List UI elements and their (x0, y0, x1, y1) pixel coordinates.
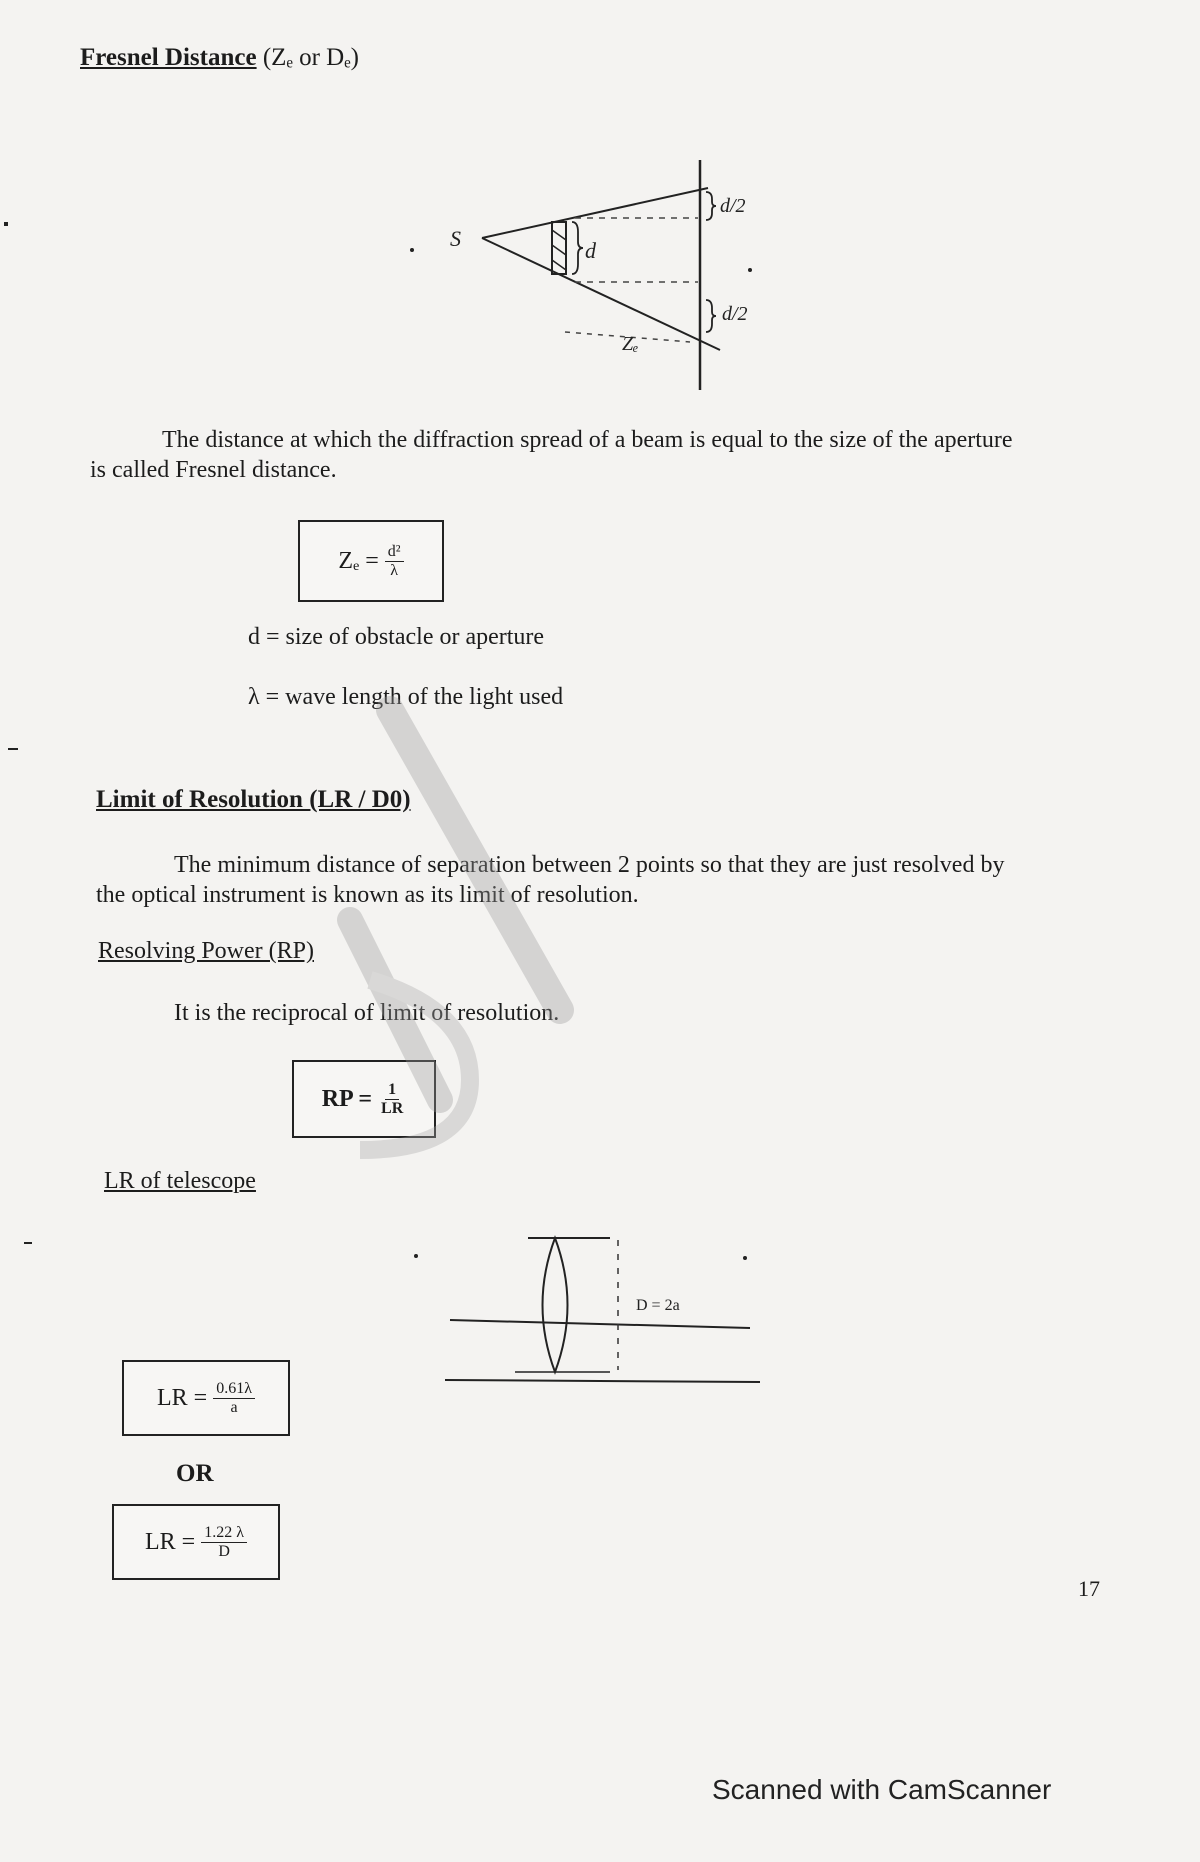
source-label: S (450, 226, 461, 251)
rp-formula-box (292, 1060, 436, 1138)
definition-d: d = size of obstacle or aperture (248, 624, 545, 650)
fresnel-diagram (390, 150, 790, 400)
or-separator: OR (176, 1460, 214, 1487)
telescope-diagram (400, 1220, 770, 1400)
lr-definition-line2: the optical instrument is known as its limit of resolution. (96, 882, 639, 908)
fresnel-heading-symbol: (Zₑ or Dₑ) (262, 44, 359, 71)
top-brace (706, 192, 716, 220)
lr-formula-box-1 (122, 1360, 290, 1436)
zf-label: Zₑ (622, 333, 639, 355)
stray-dot (414, 1254, 418, 1258)
definition-lambda: λ = wave length of the light used (248, 684, 564, 710)
lower-ray (482, 238, 720, 350)
margin-speck (4, 222, 8, 226)
margin-speck (24, 1242, 32, 1244)
lens-shape (543, 1238, 568, 1372)
fresnel-heading (80, 44, 359, 72)
margin-speck (8, 748, 18, 750)
lr-definition-line1: The minimum distance of separation between 2 points so that they are just resolved by (174, 852, 1005, 878)
lr-formula-1-denominator: a (230, 1398, 238, 1416)
fresnel-definition-line1: The distance at which the diffraction spread of a beam is equal to the size of the aperture (162, 427, 1013, 453)
lr-formula-1-fraction (213, 1380, 255, 1417)
bottom-brace (706, 300, 716, 332)
scanner-footer: Scanned with CamScanner (712, 1774, 1052, 1805)
upper-ray (482, 188, 708, 238)
fresnel-formula-fraction (385, 543, 404, 580)
source-dot (410, 248, 414, 252)
rp-formula-lhs: RP = (321, 1085, 373, 1112)
fresnel-heading-title: Fresnel Distance (80, 44, 257, 71)
rp-formula-numerator: 1 (385, 1081, 399, 1100)
page-number: 17 (1078, 1576, 1100, 1601)
aperture-slit (552, 222, 566, 274)
lr-telescope-heading: LR of telescope (104, 1168, 256, 1194)
bottom-half-label: d/2 (722, 303, 748, 325)
lr-formula-2-denominator: D (218, 1542, 230, 1560)
rp-formula-fraction (378, 1081, 406, 1118)
aperture-hatch (552, 245, 566, 255)
stray-dot (743, 1256, 747, 1260)
aperture-brace (572, 222, 583, 274)
aperture-label: d (585, 238, 596, 263)
lr-formula-2-lhs: LR = (145, 1528, 196, 1555)
fresnel-definition (90, 425, 1130, 485)
fresnel-formula-denominator: λ (390, 561, 399, 579)
lr-formula-box-2 (112, 1504, 280, 1580)
fresnel-formula-numerator: d² (385, 543, 404, 562)
resolving-power-heading: Resolving Power (RP) (98, 938, 314, 964)
fresnel-formula-lhs: Zₑ = (338, 547, 379, 574)
stray-dot (748, 268, 752, 272)
limit-of-resolution-heading: Limit of Resolution (LR / D0) (96, 786, 411, 813)
fresnel-definition-line2: is called Fresnel distance. (90, 457, 337, 483)
lr-formula-2-fraction (201, 1524, 247, 1561)
lower-axis-line (445, 1380, 760, 1382)
fresnel-formula-box (298, 520, 444, 602)
rp-definition: It is the reciprocal of limit of resolution. (174, 1000, 560, 1026)
aperture-hatch (552, 260, 566, 270)
aperture-diameter-label: D = 2a (636, 1297, 680, 1314)
lr-formula-1-numerator: 0.61λ (213, 1380, 255, 1399)
upper-axis-line (450, 1320, 750, 1328)
lr-formula-2-numerator: 1.22 λ (201, 1524, 247, 1543)
aperture-hatch (552, 230, 566, 240)
lr-formula-1-lhs: LR = (157, 1384, 208, 1411)
lr-definition (96, 850, 1136, 910)
rp-formula-denominator: LR (381, 1099, 404, 1117)
top-half-label: d/2 (720, 195, 746, 217)
